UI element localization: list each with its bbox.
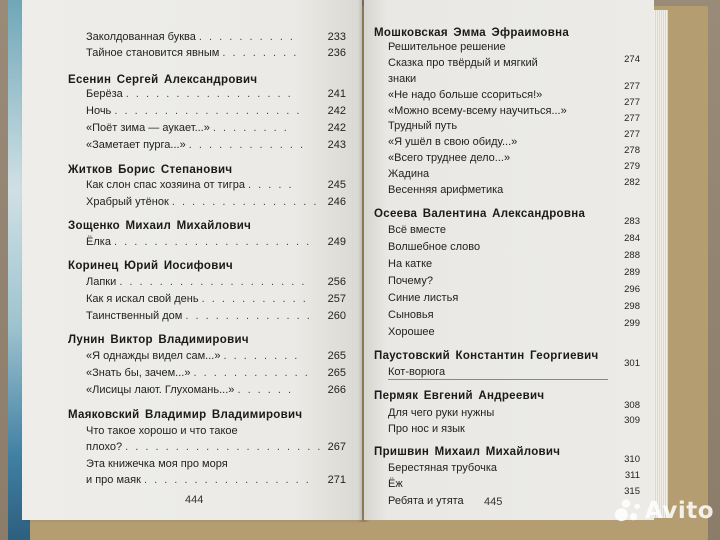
page-number-footer: 445 xyxy=(484,496,503,508)
toc-page-number: 256 xyxy=(327,276,346,288)
toc-page-number: 260 xyxy=(327,310,346,322)
toc-page-number: 233 xyxy=(327,31,346,43)
toc-entry: «Поёт зима — аукает...» . . . . . . . . xyxy=(86,122,289,134)
toc-page-number: 289 xyxy=(624,267,640,278)
author-heading: Лунин Виктор Владимирович xyxy=(68,334,249,346)
right-page xyxy=(364,0,654,520)
author-heading: Есенин Сергей Александрович xyxy=(68,74,258,86)
toc-entry: Ёж xyxy=(388,478,403,490)
toc-entry: На катке xyxy=(388,258,433,270)
toc-entry: плохо? . . . . . . . . . . . . . . . . . . . . xyxy=(86,441,323,453)
author-heading: Зощенко Михаил Михайлович xyxy=(68,220,252,232)
author-heading: Житков Борис Степанович xyxy=(68,164,233,176)
toc-page-number: 243 xyxy=(327,139,346,151)
toc-page-number: 241 xyxy=(327,88,346,100)
toc-page-number: 236 xyxy=(327,47,346,59)
toc-page-number: 278 xyxy=(624,145,640,156)
toc-page-number: 315 xyxy=(624,486,640,497)
toc-entry: Для чего руки нужны xyxy=(388,407,495,419)
toc-entry: Как я искал свой день . . . . . . . . . . . xyxy=(86,293,308,305)
toc-page-number: 265 xyxy=(327,350,346,362)
toc-page-number: 284 xyxy=(624,233,640,244)
toc-entry: Решительное решение xyxy=(388,41,506,53)
toc-entry: Эта книжечка моя про моря xyxy=(86,458,228,470)
toc-page-number: 283 xyxy=(624,216,640,227)
avito-watermark xyxy=(614,496,714,526)
toc-page-number: 266 xyxy=(327,384,346,396)
toc-entry: Берестяная трубочка xyxy=(388,462,498,474)
author-heading: Пришвин Михаил Михайлович xyxy=(374,446,561,458)
author-heading: Осеева Валентина Александровна xyxy=(374,208,586,220)
toc-page-number: 271 xyxy=(327,474,346,486)
toc-page-number: 299 xyxy=(624,318,640,329)
toc-page-number: 308 xyxy=(624,400,640,411)
toc-entry: Почему? xyxy=(388,275,433,287)
toc-entry: «Всего труднее дело...» xyxy=(388,152,511,164)
toc-entry: Волшебное слово xyxy=(388,241,481,253)
toc-page-number: 246 xyxy=(327,196,346,208)
toc-entry: Про нос и язык xyxy=(388,423,465,435)
toc-entry: «Можно всему-всему научиться...» xyxy=(388,105,567,117)
toc-entry: «Заметает пурга...» . . . . . . . . . . . . xyxy=(86,139,306,151)
toc-entry: Тайное становится явным . . . . . . . . xyxy=(86,47,299,59)
toc-entry: Ночь . . . . . . . . . . . . . . . . . . . xyxy=(86,105,302,117)
author-heading: Пермяк Евгений Андреевич xyxy=(374,390,545,402)
toc-entry: Что такое хорошо и что такое xyxy=(86,425,238,437)
toc-entry: «Не надо больше ссориться!» xyxy=(388,89,543,101)
toc-entry: Весенняя арифметика xyxy=(388,184,504,196)
toc-page-number: 310 xyxy=(624,454,640,465)
toc-entry: Хорошее xyxy=(388,326,435,338)
toc-entry: «Знать бы, зачем...» . . . . . . . . . . . . xyxy=(86,367,310,379)
open-book xyxy=(8,0,708,540)
toc-page-number: 309 xyxy=(624,415,640,426)
toc-entry: «Лисицы лают. Глухомань...» . . . . . . xyxy=(86,384,294,396)
toc-page-number: 242 xyxy=(327,105,346,117)
toc-entry: Трудный путь xyxy=(388,120,458,132)
toc-page-number: 242 xyxy=(327,122,346,134)
toc-entry: Ёлка . . . . . . . . . . . . . . . . . . . . xyxy=(86,236,312,248)
toc-page-number: 277 xyxy=(624,113,640,124)
toc-page-number: 265 xyxy=(327,367,346,379)
toc-page-number: 277 xyxy=(624,97,640,108)
toc-page-number: 301 xyxy=(624,358,640,369)
author-heading: Коринец Юрий Иосифович xyxy=(68,260,233,272)
page-number-footer: 444 xyxy=(185,494,204,506)
toc-entry: Как слон спас хозяина от тигра . . . . . xyxy=(86,179,294,191)
toc-entry: Заколдованная буква . . . . . . . . . . xyxy=(86,31,295,43)
toc-page-number: 296 xyxy=(624,284,640,295)
author-heading: Мошковская Эмма Эфраимовна xyxy=(374,27,570,39)
toc-entry: Ребята и утята xyxy=(388,495,464,507)
toc-page-number: 245 xyxy=(327,179,346,191)
avito-logo-icon xyxy=(614,498,642,524)
author-heading: Маяковский Владимир Владимирович xyxy=(68,409,303,421)
toc-entry: и про маяк . . . . . . . . . . . . . . . . . xyxy=(86,474,311,486)
toc-entry: Храбрый утёнок . . . . . . . . . . . . . . . xyxy=(86,196,319,208)
toc-page-number: 257 xyxy=(327,293,346,305)
toc-page-number: 249 xyxy=(327,236,346,248)
toc-page-number: 277 xyxy=(624,81,640,92)
toc-page-number: 274 xyxy=(624,54,640,65)
toc-page-number: 282 xyxy=(624,177,640,188)
toc-entry: знаки xyxy=(388,73,417,85)
toc-entry: Всё вместе xyxy=(388,224,446,236)
page-stack xyxy=(654,10,668,518)
toc-entry: Лапки . . . . . . . . . . . . . . . . . . . xyxy=(86,276,307,288)
toc-entry: Синие листья xyxy=(388,292,459,304)
toc-entry: Жадина xyxy=(388,168,430,180)
separator-line xyxy=(388,379,608,380)
toc-entry: «Я ушёл в свою обиду...» xyxy=(388,136,518,148)
author-heading: Паустовский Константин Георгиевич xyxy=(374,350,599,362)
toc-entry: Таинственный дом . . . . . . . . . . . . . xyxy=(86,310,312,322)
toc-page-number: 298 xyxy=(624,301,640,312)
toc-page-number: 311 xyxy=(624,470,640,481)
toc-entry: Сыновья xyxy=(388,309,434,321)
toc-entry: Берёза . . . . . . . . . . . . . . . . . xyxy=(86,88,293,100)
toc-entry: Сказка про твёрдый и мягкий xyxy=(388,57,538,69)
toc-page-number: 279 xyxy=(624,161,640,172)
toc-page-number: 288 xyxy=(624,250,640,261)
watermark-text: Avito xyxy=(644,498,714,524)
left-page xyxy=(22,0,362,520)
toc-page-number: 277 xyxy=(624,129,640,140)
toc-page-number: 267 xyxy=(327,441,346,453)
toc-entry: «Я однажды видел сам...» . . . . . . . . xyxy=(86,350,300,362)
toc-entry: Кот-ворюга xyxy=(388,366,446,378)
